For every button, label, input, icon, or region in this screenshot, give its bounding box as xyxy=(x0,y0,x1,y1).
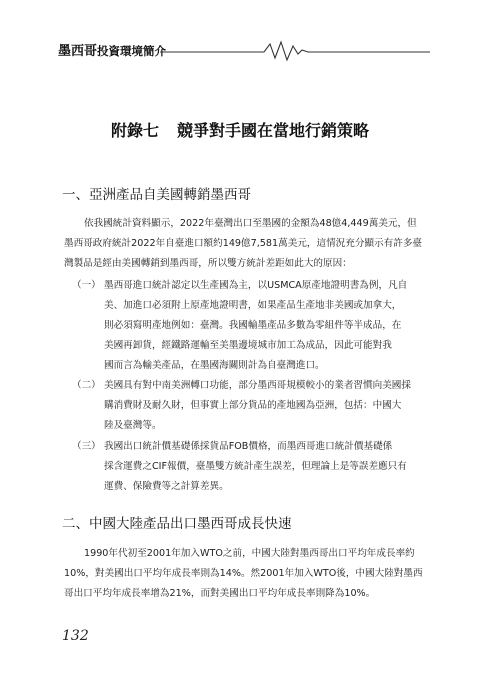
section-heading-1: 一、亞洲產品自美國轉銷墨西哥 xyxy=(62,187,251,203)
page-title xyxy=(0,118,480,141)
title-text: 競爭對手國在當地行銷策略 xyxy=(177,121,370,140)
list-item-line: 墨西哥進口統計認定以生產國為主，以USMCA原產地證明書為例，凡自 xyxy=(104,280,408,291)
list-item-line: 購消費財及耐久財，但事實上部分貨品的產地國為亞洲，包括：中國大 xyxy=(104,400,402,411)
header-brand-sub: 投資環境簡介 xyxy=(97,44,167,58)
paragraph-line: 墨西哥政府統計2022年自臺進口額約149億7,581萬美元，這情況充分顯示有許多臺 xyxy=(64,238,423,249)
list-item-line: 陸及臺灣等。 xyxy=(104,420,162,431)
list-item-line: 美國具有對中南美洲轉口功能，部分墨西哥規模較小的業者習慣向美國採 xyxy=(104,380,411,391)
list-item-line: 美、加進口必須附上原產地證明書，如果產品生產地非美國或加拿大， xyxy=(104,300,402,311)
paragraph-line: 10%，對美國出口平均年成長率則為14%。然2001年加入WTO後，中國大陸對墨西 xyxy=(64,568,423,579)
list-item-line: 採含運費之CIF報價，臺墨雙方統計產生誤差，但理論上是等誤差應只有 xyxy=(104,461,407,472)
list-item-line: 運費、保險費等之計算差異。 xyxy=(104,481,229,492)
page-number: 132 xyxy=(62,628,89,644)
list-item-line: 美國再卸貨，經鐵路運輸至美墨邊境城市加工為成品，因此可能對我 xyxy=(104,340,392,351)
section-2-intro xyxy=(64,544,423,604)
list-item-line: 我國出口統計價基礎係採貨品FOB價格，而墨西哥進口統計價基礎係 xyxy=(104,441,393,452)
header-brand-main: 墨西哥 xyxy=(58,44,98,59)
paragraph-line: 哥出口平均年成長率增為21%，而對美國出口平均年成長率則降為10%。 xyxy=(64,588,376,599)
paragraph-line: 1990年代初至2001年加入WTO之前，中國大陸對墨西哥出口平均年成長率約 xyxy=(84,548,415,559)
running-header xyxy=(58,38,430,62)
list-item-line: 則必須寫明產地例如：臺灣。我國輸墨產品多數為零組件等半成品，在 xyxy=(104,320,402,331)
header-wave-line xyxy=(160,38,430,62)
list-item-line: 國而言為輸美產品，在墨國海關則計為自臺灣進口。 xyxy=(104,360,325,371)
section-1-intro xyxy=(64,214,423,274)
paragraph-line: 依我國統計資料顯示，2022年臺灣出口至墨國的金額為48億4,449萬美元，但 xyxy=(84,218,417,229)
paragraph-line: 灣製品是經由美國轉銷到墨西哥，所以雙方統計差距如此大的原因： xyxy=(64,258,352,269)
header-brand xyxy=(58,40,166,59)
list-item-number: （三） xyxy=(72,441,101,452)
title-appendix: 附錄七 xyxy=(110,121,159,140)
list-item-number: （二） xyxy=(72,380,101,391)
section-heading-2: 二、中國大陸產品出口墨西哥成長快速 xyxy=(62,516,292,532)
list-item-number: （一） xyxy=(72,280,101,291)
